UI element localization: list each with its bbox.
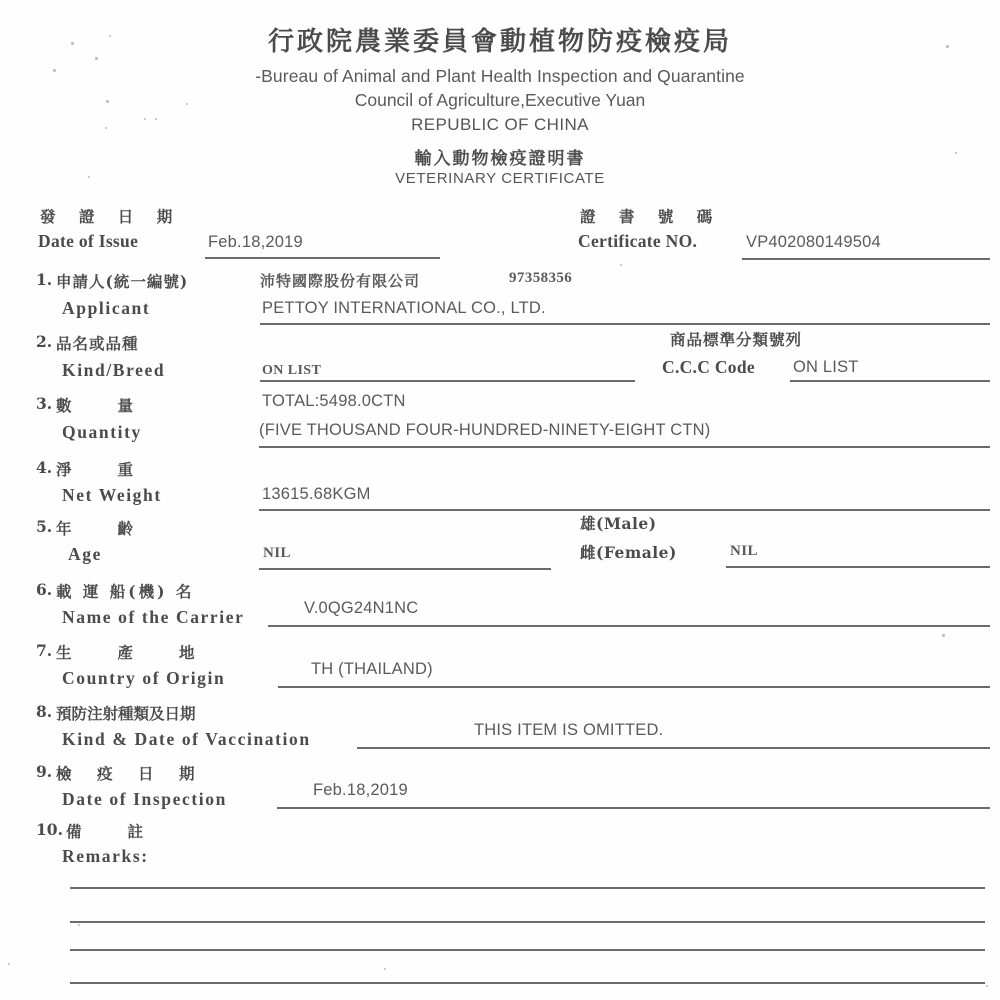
- vaccination-label: Kind & Date of Vaccination: [62, 729, 311, 749]
- kind-breed-label-chinese: 品名或品種: [56, 334, 139, 353]
- carrier-label: Name of the Carrier: [62, 607, 245, 627]
- country-of-origin-label-chinese: 生 產 地: [56, 643, 200, 662]
- scan-speckle: [942, 634, 945, 637]
- remarks-label-chinese: 備 註: [66, 822, 149, 841]
- agency-name-english-line2: Council of Agriculture,Executive Yuan: [354, 89, 646, 110]
- vaccination-rule: [357, 747, 990, 749]
- date-of-inspection-label: Date of Inspection: [62, 789, 227, 809]
- country-of-origin-value: TH (THAILAND): [311, 660, 433, 678]
- date-of-inspection-rule: [277, 807, 990, 809]
- female-rule: [726, 566, 990, 568]
- age-value: NIL: [263, 545, 291, 561]
- age-label-chinese: 年 齡: [56, 519, 139, 538]
- applicant-rule: [260, 323, 990, 325]
- net-weight-number: 4.: [36, 458, 53, 477]
- date-of-issue-label: Date of Issue: [38, 231, 139, 251]
- date-of-inspection-number: 9.: [36, 762, 53, 781]
- net-weight-value: 13615.68KGM: [262, 485, 371, 503]
- remarks-number: 10.: [36, 820, 63, 839]
- scan-speckle: [986, 985, 988, 987]
- ccc-code-value: ON LIST: [793, 358, 859, 376]
- vaccination-number: 8.: [36, 702, 53, 721]
- carrier-rule: [268, 625, 990, 627]
- vaccination-value: THIS ITEM IS OMITTED.: [474, 721, 664, 739]
- quantity-number: 3.: [36, 394, 53, 413]
- female-value: NIL: [730, 543, 758, 559]
- carrier-value: V.0QG24N1NC: [304, 599, 419, 617]
- document-title-chinese: 輸入動物檢疫證明書: [414, 148, 586, 169]
- kind-breed-value: ON LIST: [262, 363, 322, 378]
- applicant-label-chinese: 申請人(統一編號): [56, 272, 189, 291]
- kind-breed-number: 2.: [36, 332, 53, 351]
- ccc-code-rule: [790, 380, 990, 382]
- kind-breed-label: Kind/Breed: [62, 360, 166, 380]
- scan-speckle: [620, 264, 622, 266]
- remarks-line[interactable]: [70, 921, 985, 923]
- scan-speckle: [78, 924, 80, 926]
- date-of-issue-rule: [205, 257, 440, 259]
- country-line: REPUBLIC OF CHINA: [411, 114, 589, 134]
- net-weight-label: Net Weight: [62, 485, 162, 505]
- carrier-number: 6.: [36, 580, 53, 599]
- male-label: 雄(Male): [580, 514, 657, 533]
- net-weight-rule: [259, 509, 990, 511]
- quantity-value-words: (FIVE THOUSAND FOUR-HUNDRED-NINETY-EIGHT CTN): [259, 421, 711, 439]
- certificate-no-label: Certificate NO.: [578, 231, 698, 251]
- quantity-value-numeric: TOTAL:5498.0CTN: [262, 392, 406, 410]
- country-of-origin-number: 7.: [36, 641, 53, 660]
- quantity-label-chinese: 數 量: [56, 396, 139, 415]
- kind-breed-rule: [260, 380, 635, 382]
- scan-speckle: [8, 963, 10, 965]
- age-rule: [259, 568, 551, 570]
- applicant-name-chinese: 沛特國際股份有限公司: [260, 274, 421, 290]
- vaccination-label-chinese: 預防注射種類及日期: [56, 704, 196, 723]
- certificate-no-label-chinese: 證 書 號 碼: [580, 207, 722, 226]
- quantity-rule: [259, 446, 990, 448]
- remarks-label: Remarks:: [62, 846, 149, 866]
- ccc-code-label-chinese: 商品標準分類號列: [670, 330, 803, 349]
- quantity-label: Quantity: [62, 422, 142, 442]
- applicant-tax-id: 97358356: [509, 270, 573, 286]
- female-label: 雌(Female): [580, 543, 677, 562]
- scan-speckle: [384, 968, 386, 970]
- remarks-line[interactable]: [70, 887, 985, 889]
- certificate-no-rule: [742, 258, 990, 260]
- applicant-number: 1.: [36, 270, 53, 289]
- date-of-inspection-label-chinese: 檢 疫 日 期: [56, 764, 200, 783]
- remarks-line[interactable]: [70, 982, 985, 984]
- date-of-issue-value: Feb.18,2019: [208, 233, 303, 251]
- agency-name-chinese: 行政院農業委員會動植物防疫檢疫局: [267, 27, 732, 57]
- remarks-line[interactable]: [70, 949, 985, 951]
- date-of-issue-label-chinese: 發 證 日 期: [40, 207, 182, 226]
- document-header: [0, 26, 1000, 187]
- date-of-inspection-value: Feb.18,2019: [313, 781, 408, 799]
- carrier-label-chinese: 載 運 船(機) 名: [56, 582, 195, 601]
- ccc-code-label: C.C.C Code: [662, 357, 755, 377]
- document-title-english: VETERINARY CERTIFICATE: [395, 169, 605, 187]
- country-of-origin-label: Country of Origin: [62, 668, 226, 688]
- country-of-origin-rule: [278, 686, 990, 688]
- age-label: Age: [68, 544, 102, 564]
- age-number: 5.: [36, 517, 53, 536]
- agency-name-english-line1: -Bureau of Animal and Plant Health Inspection and Quarantine: [255, 65, 745, 86]
- certificate-no-value: VP402080149504: [746, 233, 881, 251]
- applicant-label: Applicant: [62, 298, 151, 318]
- applicant-name-english: PETTOY INTERNATIONAL CO., LTD.: [262, 299, 546, 317]
- net-weight-label-chinese: 淨 重: [56, 460, 139, 479]
